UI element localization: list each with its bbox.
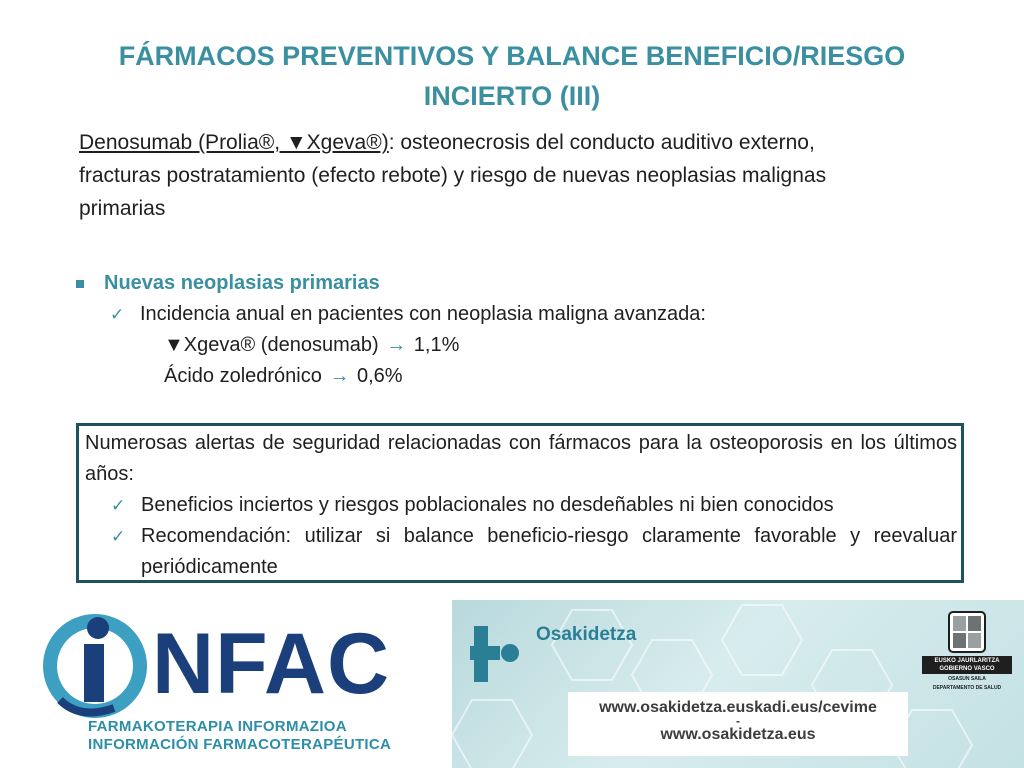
logo-line2: INFORMACIÓN FARMACOTERAPÉUTICA bbox=[88, 736, 392, 753]
slide-title bbox=[80, 36, 944, 116]
gv-line2: GOBIERNO VASCO bbox=[939, 666, 995, 672]
safety-alerts-box bbox=[76, 423, 964, 583]
arrow-right-icon: → bbox=[329, 365, 350, 387]
slide-title-line1: FÁRMACOS PREVENTIVOS Y BALANCE BENEFICIO/RIESGO bbox=[118, 41, 906, 71]
incidence-row-zoledronico bbox=[76, 361, 976, 392]
url-separator: - bbox=[736, 714, 740, 728]
checkmark-icon: ✓ bbox=[110, 305, 125, 324]
section-heading-row bbox=[76, 268, 976, 299]
intro-paragraph bbox=[79, 126, 899, 225]
coat-of-arms-icon bbox=[945, 610, 989, 654]
square-bullet-icon bbox=[76, 280, 84, 288]
check-item bbox=[76, 299, 976, 330]
box-item-text: Recomendación: utilizar si balance beneficio-riesgo claramente favorable y reevaluar periódicamente bbox=[141, 525, 957, 578]
arrow-right-icon: → bbox=[386, 334, 407, 356]
check-item-text: Incidencia anual en pacientes con neoplasia maligna avanzada: bbox=[140, 303, 706, 325]
incidence-row-xgeva bbox=[76, 330, 976, 361]
checkmark-icon: ✓ bbox=[111, 496, 126, 515]
intro-text: : osteonecrosis del conducto auditivo externo, fracturas postratamiento (efecto rebote) y riesgo de nuevas neoplasias malignas primarias bbox=[79, 131, 827, 220]
section-heading: Nuevas neoplasias primarias bbox=[104, 272, 380, 294]
osakidetza-name: Osakidetza bbox=[536, 624, 637, 645]
logo-wordmark: NFAC bbox=[152, 616, 391, 712]
logo-line1: FARMAKOTERAPIA INFORMAZIOA bbox=[88, 718, 347, 735]
gv-line1: EUSKO JAURLARITZA bbox=[934, 658, 1000, 664]
incidence-value: 1,1% bbox=[413, 334, 460, 356]
checkmark-icon: ✓ bbox=[111, 527, 126, 546]
box-item bbox=[85, 521, 957, 583]
osakidetza-banner bbox=[452, 600, 1024, 768]
gv-band bbox=[922, 656, 1012, 674]
infac-logo-area bbox=[0, 600, 450, 768]
url-osakidetza[interactable]: www.osakidetza.eus bbox=[660, 726, 816, 743]
box-intro: Numerosas alertas de seguridad relacionadas con fármacos para la osteoporosis en los últimos años: bbox=[85, 432, 957, 485]
gv-line4: DEPARTAMENTO DE SALUD bbox=[932, 685, 1002, 691]
box-item bbox=[85, 490, 957, 521]
gobierno-vasco-logo bbox=[922, 610, 1012, 692]
url-cevime[interactable]: www.osakidetza.euskadi.eus/cevime bbox=[599, 699, 877, 716]
slide-title-line2: INCIERTO (III) bbox=[423, 81, 601, 111]
url-box bbox=[568, 692, 908, 756]
incidence-label: ▼Xgeva® (denosumab) bbox=[164, 334, 379, 356]
incidence-value: 0,6% bbox=[357, 365, 403, 387]
incidence-label: Ácido zoledrónico bbox=[164, 365, 322, 387]
box-item-text: Beneficios inciertos y riesgos poblacionales no desdeñables ni bien conocidos bbox=[141, 494, 834, 516]
neoplasias-section bbox=[76, 268, 976, 392]
gv-line3: OSASUN SAILA bbox=[948, 676, 986, 682]
osakidetza-cross-icon bbox=[470, 626, 526, 682]
drug-name-link[interactable]: Denosumab (Prolia®, ▼Xgeva®) bbox=[79, 131, 389, 154]
